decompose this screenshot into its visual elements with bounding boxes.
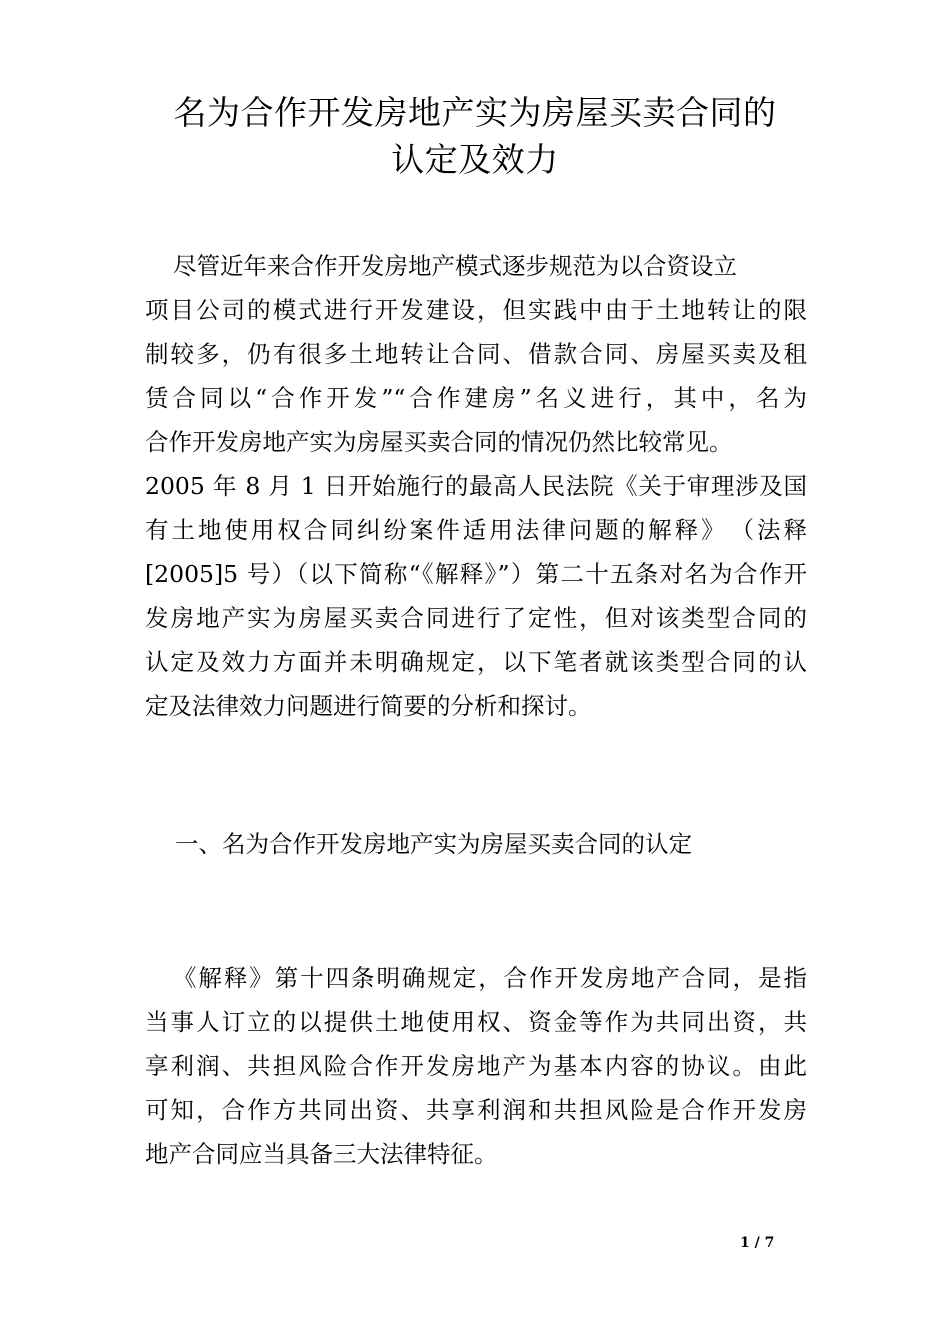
paragraph-line: 可知，合作方共同出资、共享利润和共担风险是合作开发房 <box>145 1096 807 1124</box>
paragraph-introduction <box>145 244 807 728</box>
paragraph-line: 制较多，仍有很多土地转让合同、借款合同、房屋买卖及租 <box>145 340 807 368</box>
paragraph-line: 定及法律效力问题进行简要的分析和探讨。 <box>145 692 592 720</box>
paragraph-line: 赁合同以“合作开发”“合作建房”名义进行，其中，名为 <box>145 384 807 412</box>
section-heading-1: 一、名为合作开发房地产实为房屋买卖合同的认定 <box>175 830 692 858</box>
paragraph-line: 地产合同应当具备三大法律特征。 <box>145 1140 498 1168</box>
page-number: 1 / 7 <box>740 1235 775 1251</box>
paragraph-line: 合作开发房地产实为房屋买卖合同的情况仍然比较常见。 <box>145 428 733 456</box>
paragraph-line: [2005]5 号）（以下简称“《解释》”）第二十五条对名为合作开 <box>145 560 807 588</box>
document-title-line-2: 认定及效力 <box>391 140 559 179</box>
document-title-line-1: 名为合作开发房地产实为房屋买卖合同的 <box>173 93 777 132</box>
paragraph-line: 尽管近年来合作开发房地产模式逐步规范为以合资设立 <box>173 252 737 280</box>
paragraph-line: 2005 年 8 月 1 日开始施行的最高人民法院《关于审理涉及国 <box>145 472 807 500</box>
paragraph-line: 当事人订立的以提供土地使用权、资金等作为共同出资，共 <box>145 1008 807 1036</box>
paragraph-line: 认定及效力方面并未明确规定，以下笔者就该类型合同的认 <box>145 648 807 676</box>
paragraph-line: 享利润、共担风险合作开发房地产为基本内容的协议。由此 <box>145 1052 807 1080</box>
paragraph-line: 有土地使用权合同纠纷案件适用法律问题的解释》 （法释 <box>145 516 807 544</box>
paragraph-line: 项目公司的模式进行开发建设，但实践中由于土地转让的限 <box>145 296 807 324</box>
paragraph-section-1 <box>145 956 807 1176</box>
paragraph-line: 发房地产实为房屋买卖合同进行了定性，但对该类型合同的 <box>145 604 807 632</box>
paragraph-line: 《解释》第十四条明确规定，合作开发房地产合同，是指 <box>173 964 807 992</box>
